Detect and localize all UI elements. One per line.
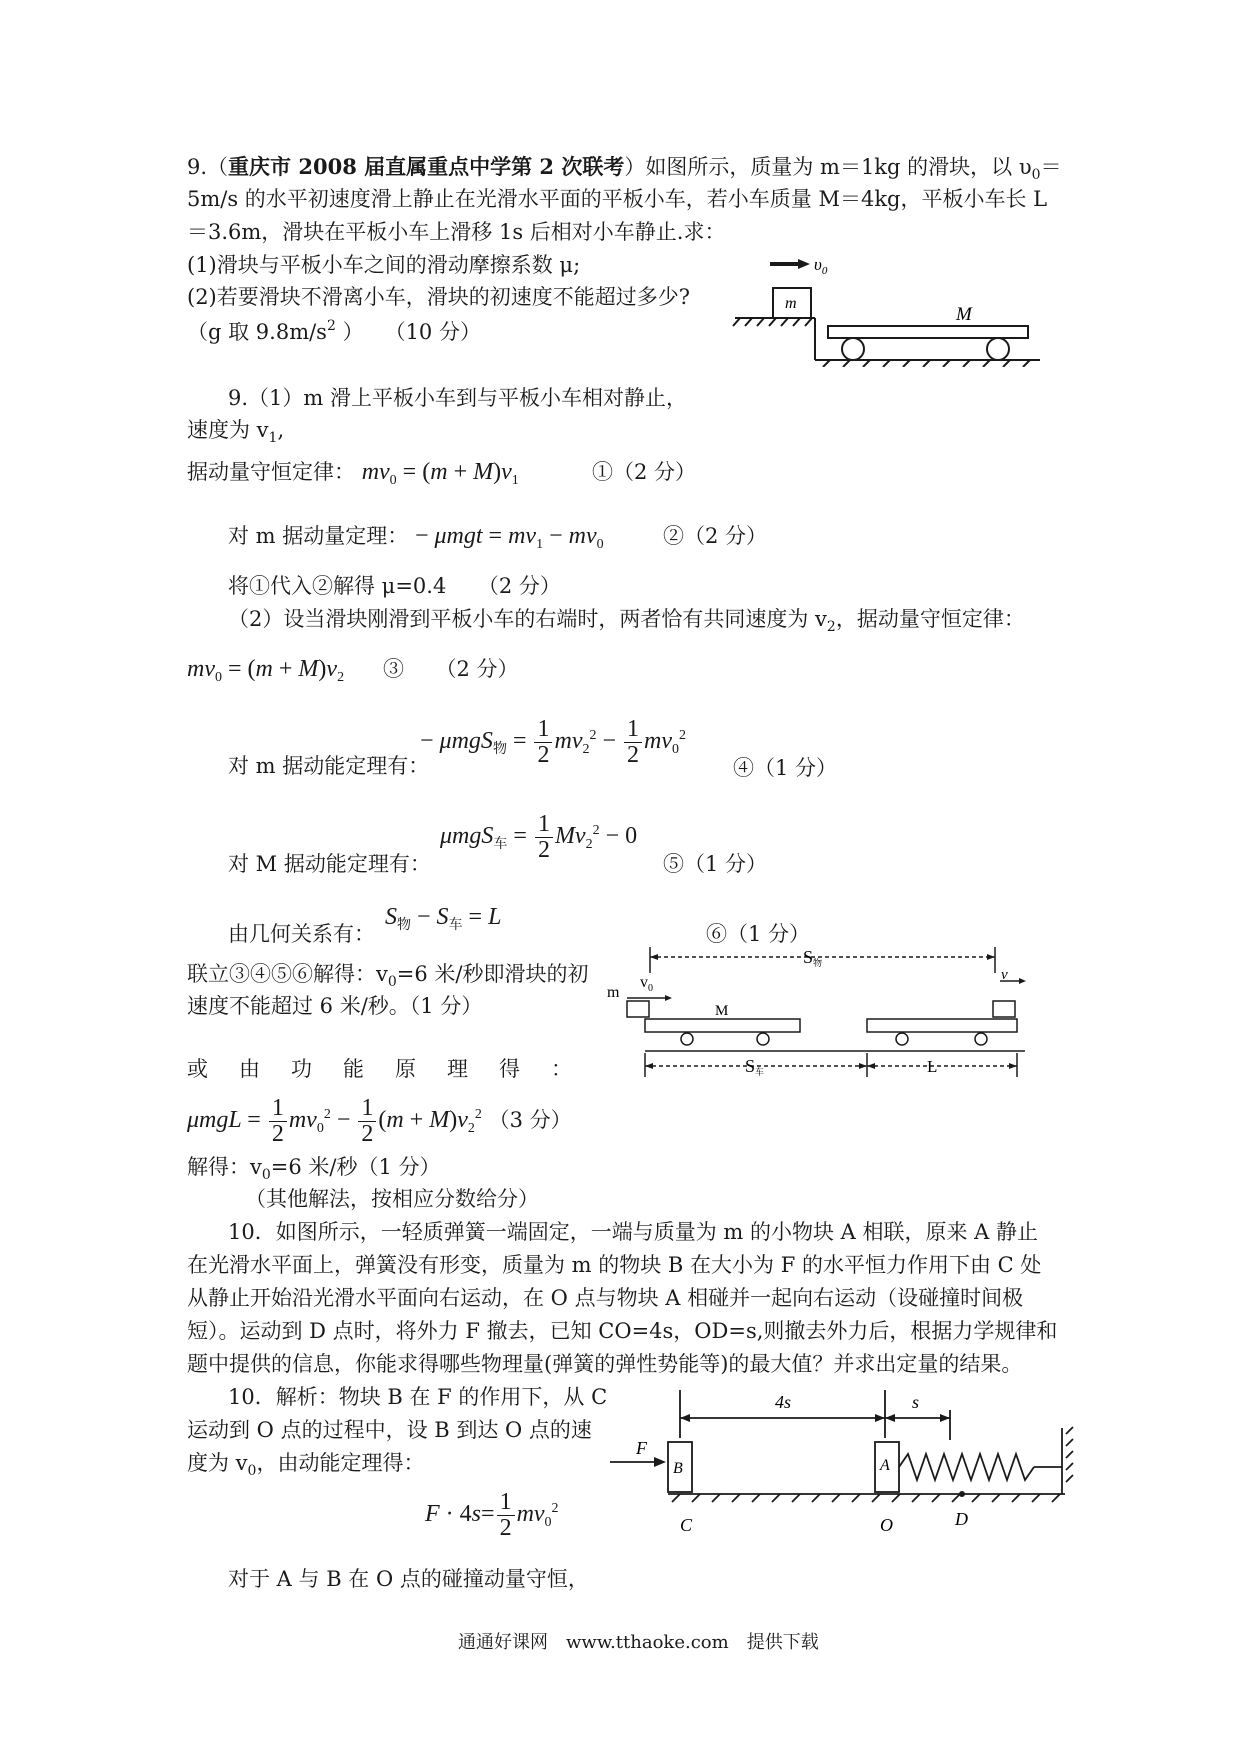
q10-line1: 10．如图所示，一轻质弹簧一端固定，一端与质量为 m 的小物块 A 相联，原来 A 静止 [228,1220,1039,1244]
a10-line3: 度为 $v_0$，由动能定理得： [187,1451,425,1479]
a10-line1: 10．解析：物块 B 在 F 的作用下，从 C [228,1385,608,1409]
a9-eq3-mark: ③ （2 分） [383,657,519,681]
a9-eq4-label: 对 m 据动能定理有： [228,754,430,778]
eq-work-theorem-F: F · 4s= $\frac{1}{2}$ $mv_0^2$ [425,1489,559,1542]
a9-eq6-formula [385,903,501,935]
a9-line5: 将①代入②解得 μ=0.4 （2 分） [228,574,561,598]
a9-line12: 速度不能超过 6 米/秒。（1 分） [187,994,483,1018]
a9-eq1-mark: ①（2 分） [592,460,697,484]
q9-part1: (1)滑块与平板小车之间的滑动摩擦系数 μ; [187,253,581,277]
a9-eq2-mark: ②（2 分） [663,524,768,548]
eq-geometry: $S_物 - S_车 = L$ [385,904,502,933]
a9-eq2-line: 对 m 据动量定理： − $\mu mgt = mv_1 - mv_0$ [228,523,604,552]
a9-line1: 9.（1）m 滑上平板小车到与平板小车相对静止， [228,386,687,410]
fig3-D-label: D [955,1509,968,1529]
a9-eq4-formula [420,717,686,768]
q9-note: （g 取 $9.8m/s^2$ ） （10 分） [187,318,481,344]
q10-line5: 题中提供的信息，你能求得哪些物理量(弹簧的弹性势能等)的最大值？并求出定量的结果。 [187,1352,1023,1376]
fig2-s-cart-label: S车 [745,1056,765,1077]
a9-line2: 速度为 $v_1$, [187,418,285,446]
a10-line2: 运动到 O 点的过程中，设 B 到达 O 点的速 [187,1418,592,1442]
fig3-F-label: F [636,1438,647,1458]
fig3-O-label: O [880,1515,893,1535]
eq-kinetic-energy-cart: μmgS$_车$ = $\frac{1}{2}$ $Mv_2^2 - 0$ [440,811,638,864]
fig3-s-label: s [912,1392,920,1412]
a9-line11: 联立③④⑤⑥解得：$v_0=6$ 米/秒即滑块的初 [187,962,589,990]
a9-eq6-label: 由几何关系有： [228,922,375,946]
eq-momentum-conservation: $mv_0 = (m + M)v_1$ [361,459,519,488]
a9-figure-displacement [605,945,1035,1095]
eq-momentum-theorem: − $\mu mgt = mv_1 - mv_0$ [414,523,604,552]
a9-eq3-line [187,655,344,687]
fig2-M-label: M [715,1003,729,1019]
a9-line16: （其他解法，按相应分数给分） [245,1187,539,1211]
fig2-v-label: v [1001,967,1008,983]
spring [899,1454,1034,1480]
a9-eq6-mark: ⑥（1 分） [706,922,811,946]
q9-stem-line1: 9.（重庆市 2008 届直属重点中学第 2 次联考）如图所示，质量为 m＝1kg 的滑块，以 $\upsilon_0=$ [187,154,1062,183]
q9-part2: (2)若要滑块不滑离小车，滑块的初速度不能超过多少? [187,285,691,309]
eq-common-velocity: $mv_0 = (m + M)v_2$ [187,656,345,685]
fig3-A-label: A [880,1457,890,1474]
a9-line15: 解得：$v_0=6$ 米/秒（1 分） [187,1155,441,1183]
q10-figure-spring [610,1388,1075,1548]
fig3-B-label: B [673,1460,683,1477]
a9-eq1-line: 据动量守恒定律： $mv_0 = (m + M)v_1$ [187,459,519,488]
fig3-C-label: C [680,1515,693,1535]
fig2-m-label: m [607,984,620,1001]
a9-eq5-mark: ⑤（1 分） [663,852,768,876]
fig2-v0-label: $v_0$ [640,974,653,994]
cart-wheel-right [987,338,1009,360]
q9-stem-line3: ＝3.6m，滑块在平板小车上滑移 1s 后相对小车静止.求： [187,220,726,244]
a10-line4: 对于 A 与 B 在 O 点的碰撞动量守恒， [228,1567,589,1591]
q10-line3: 从静止开始沿光滑水平面向右运动，在 O 点与物块 A 相碰并一起向右运动（设碰撞时间极 [187,1286,1024,1310]
q9-figure-cart [730,252,1050,367]
fig3-4s-label: 4s [775,1392,792,1412]
q10-line2: 在光滑水平面上，弹簧没有形变，质量为 m 的物块 B 在大小为 F 的水平恒力作用下由 C 处 [187,1253,1042,1277]
eq-kinetic-energy-block: − μmgS$_物$ = $\frac{1}{2}$ $mv_2^2$ − $\frac{1}{2}$ $mv_0^2$ [420,716,686,769]
fig1-M-label: M [956,304,972,325]
fig2-s-block-label: S物 [803,947,823,968]
cart-platform [828,326,1028,338]
a9-eq7-line: μmgL = $\frac{1}{2}$ $mv_0^2$ − $\frac{1}{2}$ $(m + M)v_2^2$ （3 分） [187,1095,572,1148]
fig1-v-label: $\upsilon_0$ [814,255,828,277]
q10-line4: 短）。运动到 D 点时，将外力 F 撤去，已知 CO=4s，OD=s,则撤去外力后，根据力学规律和 [187,1319,1058,1343]
a9-eq5-formula [440,812,637,863]
eq-work-energy: μmgL = $\frac{1}{2}$ $mv_0^2$ − $\frac{1}{2}$ $(m + M)v_2^2$ [187,1095,482,1148]
cart-wheel-left [842,338,864,360]
fig2-L-label: L [927,1057,938,1076]
a10-eq1 [425,1490,559,1541]
q9-stem-line2: 5m/s 的水平初速度滑上静止在光滑水平面的平板小车，若小车质量 M＝4kg，平板小车长 L [187,187,1048,211]
a9-eq4-mark: ④（1 分） [733,756,838,780]
page-footer: 通通好课网 www.tthaoke.com 提供下载 [458,1632,819,1653]
a9-line6: （2）设当滑块刚滑到平板小车的右端时，两者恰有共同速度为 $v_2$，据动量守恒定律： [228,607,1025,635]
a9-eq5-label: 对 M 据动能定理有： [228,852,431,876]
q9-source: 重庆市 2008 届直属重点中学第 2 次联考 [228,154,625,179]
fig1-m-label: m [785,295,797,312]
a9-line13: 或 由 功 能 原 理 得 ： [187,1057,572,1081]
